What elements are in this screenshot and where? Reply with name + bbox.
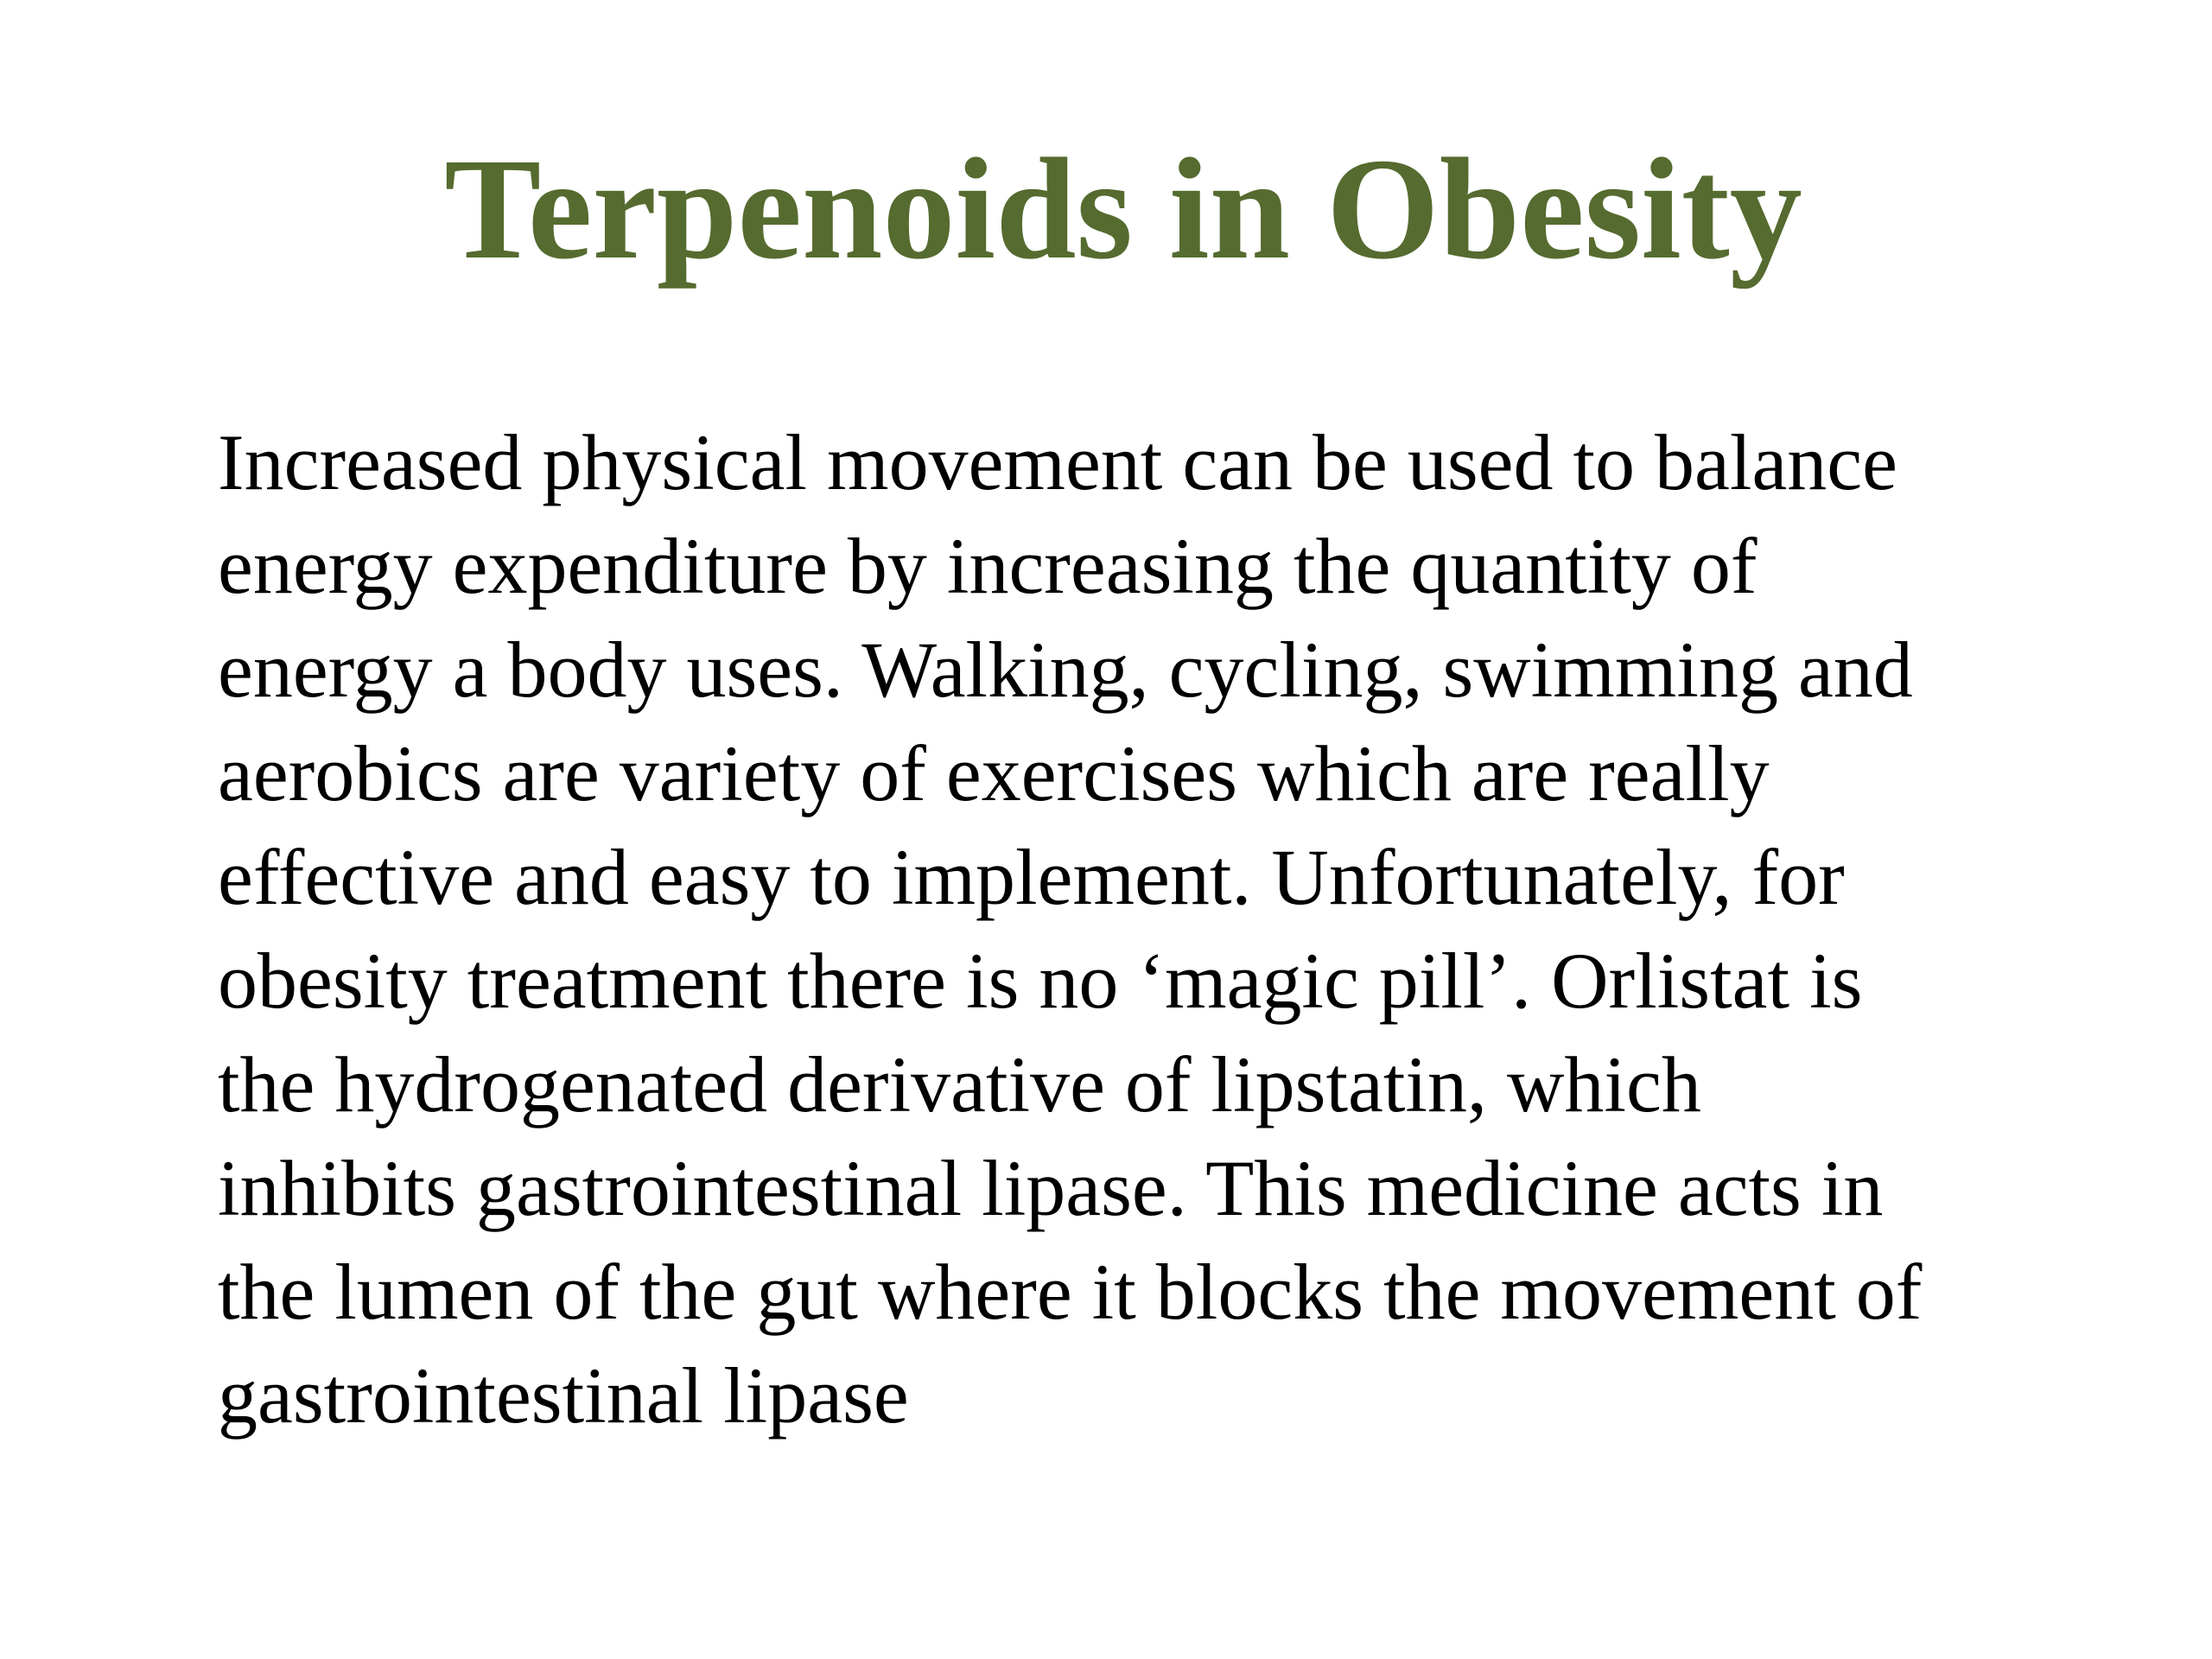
body-line: gastrointestinal lipase (218, 1351, 909, 1440)
slide-title: Terpenoids in Obesity (444, 129, 1802, 289)
body-line: Increased physical movement can be used to balance (218, 418, 1897, 506)
body-line: the lumen of the gut where it blocks the movement of (218, 1248, 1923, 1336)
body-line: obesity treatment there is no ‘magic pill’. Orlistat is (218, 937, 1863, 1025)
body-line: the hydrogenated derivative of lipstatin, which (218, 1040, 1701, 1128)
body-line: energy expenditure by increasing the quantity of (218, 522, 1758, 610)
slide-body-text (218, 410, 2119, 1447)
body-line: aerobics are variety of exercises which are really (218, 729, 1770, 817)
body-line: effective and easy to implement. Unfortunately, for (218, 833, 1845, 921)
body-line: energy a body uses. Walking, cycling, swimming and (218, 626, 1913, 714)
body-line: inhibits gastrointestinal lipase. This medicine acts in (218, 1144, 1884, 1232)
